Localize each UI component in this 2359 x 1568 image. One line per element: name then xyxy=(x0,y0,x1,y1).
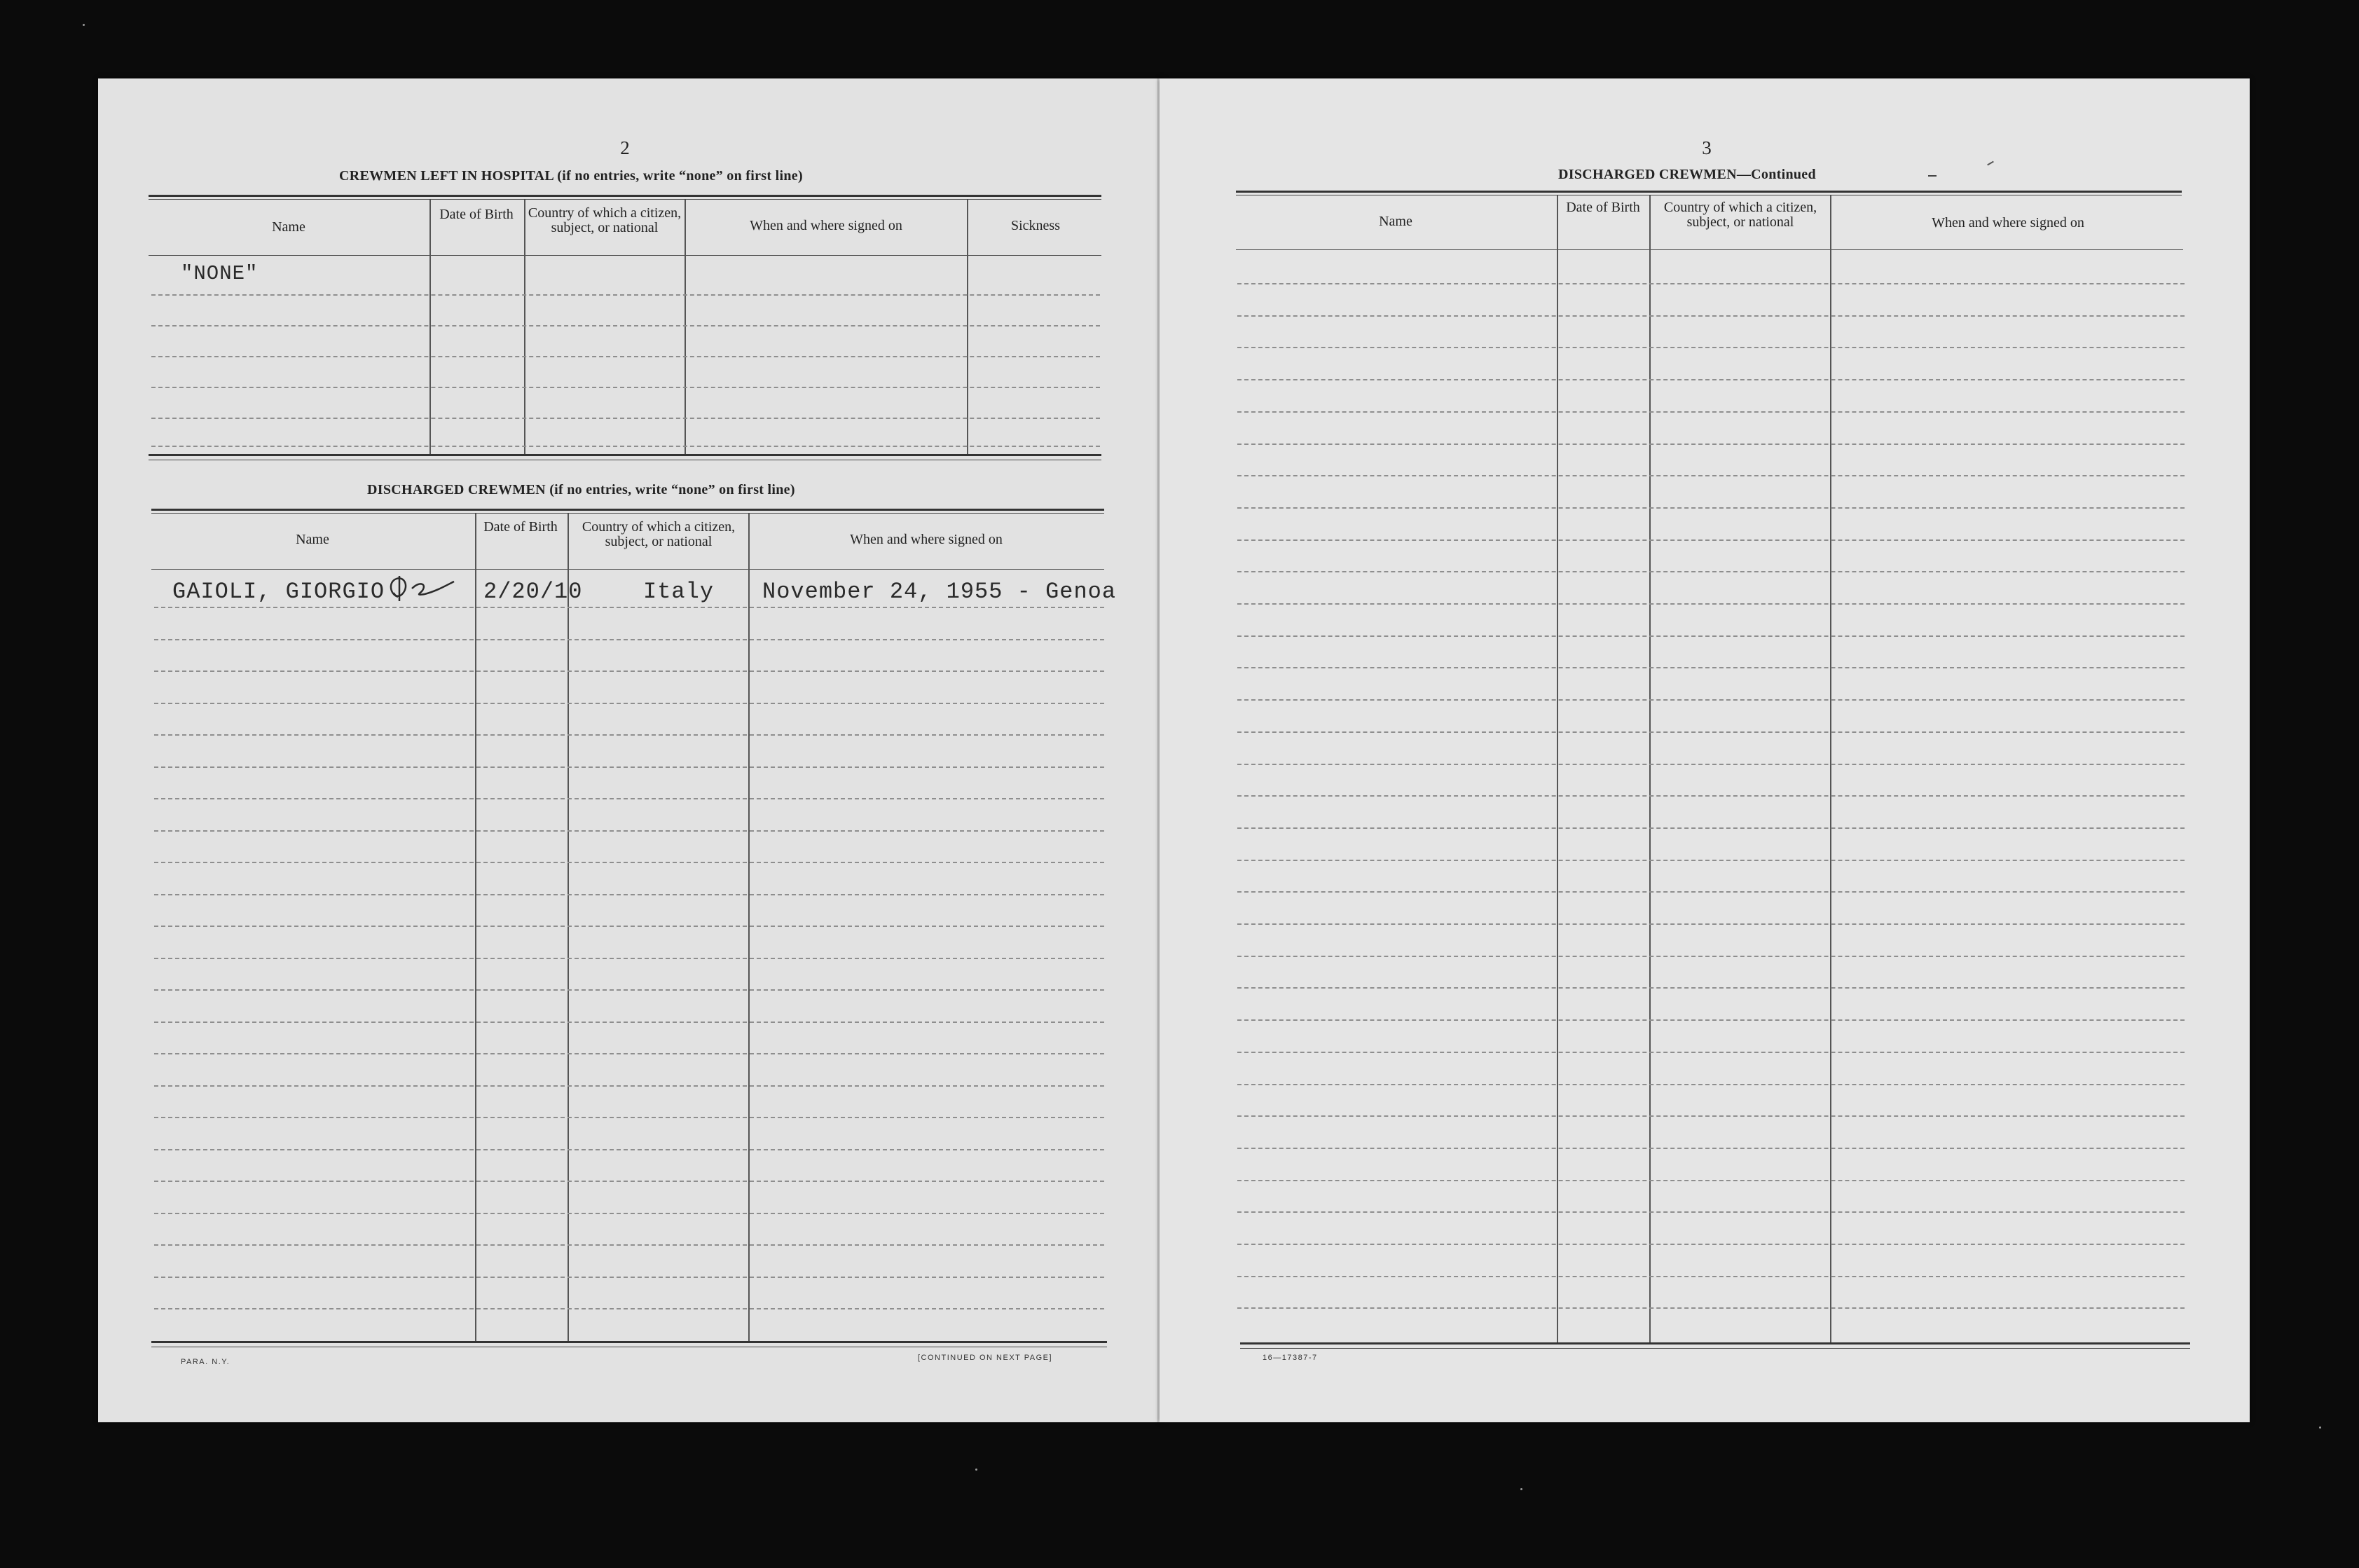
row-line xyxy=(1237,699,2185,701)
right-col-divider xyxy=(1830,195,1831,1342)
row-line xyxy=(154,766,1104,768)
row-line xyxy=(154,1277,1104,1278)
discharged-entry-country: Italy xyxy=(643,579,715,605)
row-line xyxy=(154,670,1104,672)
stray-mark xyxy=(1928,175,1937,177)
hospital-header-dob: Date of Birth xyxy=(439,207,514,222)
right-header-name: Name xyxy=(1379,214,1412,229)
row-line xyxy=(1237,1115,2185,1117)
discharged-top-rule xyxy=(151,509,1104,511)
row-line xyxy=(1237,1180,2185,1181)
row-line xyxy=(154,1022,1104,1023)
right-header-signed-on: When and where signed on xyxy=(1932,215,2084,231)
right-header-bottom-rule xyxy=(1236,249,2183,250)
right-col-divider xyxy=(1557,195,1558,1342)
row-line xyxy=(1237,1307,2185,1309)
scan-speck xyxy=(975,1469,977,1471)
discharged-bottom-rule xyxy=(151,1341,1107,1343)
row-line xyxy=(1237,667,2185,668)
discharged-top-rule-inner xyxy=(151,513,1104,514)
right-bottom-rule-inner xyxy=(1240,1348,2190,1349)
row-line xyxy=(154,1181,1104,1182)
discharged-entry-name: GAIOLI, GIORGIO xyxy=(172,579,385,605)
left-page-number: 2 xyxy=(620,137,630,158)
discharged-header-country: Country of which a citizen, subject, or national xyxy=(582,519,736,549)
hospital-header-sickness: Sickness xyxy=(1011,218,1060,233)
right-top-rule xyxy=(1236,191,2182,193)
right-col-divider xyxy=(1649,195,1651,1342)
hospital-col-divider xyxy=(429,200,431,454)
discharged-col-divider xyxy=(568,514,569,1341)
row-line xyxy=(1237,1211,2185,1213)
right-page-number: 3 xyxy=(1702,137,1712,158)
hospital-header-bottom-rule xyxy=(149,255,1101,256)
hospital-col-divider xyxy=(524,200,525,454)
hospital-entry-name: "NONE" xyxy=(181,262,259,285)
row-line xyxy=(1237,891,2185,893)
row-line xyxy=(1237,283,2185,284)
row-line xyxy=(1237,923,2185,925)
row-line xyxy=(1237,1276,2185,1277)
hospital-title-text: CREWMEN LEFT IN HOSPITAL xyxy=(339,168,553,184)
row-line xyxy=(1237,379,2185,380)
row-line xyxy=(154,1213,1104,1214)
scan-speck xyxy=(1520,1488,1522,1490)
row-line xyxy=(154,989,1104,991)
hospital-col-divider xyxy=(685,200,686,454)
discharged-header-dob: Date of Birth xyxy=(483,519,558,535)
row-line xyxy=(154,1117,1104,1118)
hospital-col-divider xyxy=(967,200,968,454)
hospital-section-title xyxy=(339,168,803,184)
hospital-header-country: Country of which a citizen, subject, or national xyxy=(528,205,682,235)
row-line xyxy=(1237,475,2185,476)
hospital-row-line xyxy=(151,446,1100,447)
row-line xyxy=(154,1244,1104,1246)
discharged-header-bottom-rule xyxy=(151,569,1104,570)
row-line xyxy=(154,862,1104,863)
discharged-section-title xyxy=(367,482,795,498)
row-line xyxy=(1237,507,2185,509)
hospital-row-line xyxy=(151,356,1100,357)
row-line xyxy=(154,830,1104,832)
hospital-header-name: Name xyxy=(272,219,305,235)
row-line xyxy=(1237,1019,2185,1021)
row-line xyxy=(154,703,1104,704)
row-line xyxy=(154,798,1104,799)
left-footer-continued: [CONTINUED ON NEXT PAGE] xyxy=(918,1354,1053,1362)
row-line xyxy=(154,734,1104,736)
row-line xyxy=(1237,827,2185,829)
hospital-top-rule xyxy=(149,195,1101,197)
row-line xyxy=(154,639,1104,640)
right-page xyxy=(1160,78,2250,1422)
right-section-title: DISCHARGED CREWMEN—Continued xyxy=(1558,167,1816,182)
row-line xyxy=(1237,315,2185,317)
hospital-row-line xyxy=(151,387,1100,388)
row-line xyxy=(1237,1084,2185,1085)
hospital-title-note: (if no entries, write “none” on first line) xyxy=(557,168,803,184)
row-line xyxy=(154,1085,1104,1087)
row-line xyxy=(154,894,1104,895)
row-line xyxy=(154,926,1104,927)
scan-speck xyxy=(83,24,85,26)
right-header-dob: Date of Birth xyxy=(1566,200,1640,215)
row-line xyxy=(1237,764,2185,765)
discharged-title-text: DISCHARGED CREWMEN xyxy=(367,482,546,497)
discharged-header-signed-on: When and where signed on xyxy=(850,532,1003,547)
scan-speck xyxy=(2319,1426,2321,1429)
hospital-row-line xyxy=(151,294,1100,296)
row-line xyxy=(154,1053,1104,1054)
right-bottom-rule xyxy=(1240,1342,2190,1345)
discharged-header-name: Name xyxy=(296,532,329,547)
right-header-country: Country of which a citizen, subject, or national xyxy=(1663,200,1817,230)
right-footer-form-number: 16—17387-7 xyxy=(1263,1354,1318,1362)
row-line xyxy=(1237,1052,2185,1053)
row-line xyxy=(1237,347,2185,348)
row-line xyxy=(1237,860,2185,861)
row-line xyxy=(1237,987,2185,989)
discharged-col-divider xyxy=(475,514,476,1341)
discharged-entry-signed-on: November 24, 1955 - Genoa xyxy=(762,579,1117,605)
hospital-row-line xyxy=(151,325,1100,326)
row-line xyxy=(1237,571,2185,572)
row-line xyxy=(1237,635,2185,637)
discharged-col-divider xyxy=(748,514,750,1341)
row-line xyxy=(154,958,1104,959)
discharged-entry-dob: 2/20/10 xyxy=(483,579,583,605)
row-line xyxy=(1237,411,2185,413)
hospital-header-signed-on: When and where signed on xyxy=(750,218,902,233)
row-line xyxy=(1237,1244,2185,1245)
row-line xyxy=(1237,603,2185,605)
row-line xyxy=(154,1149,1104,1150)
row-line xyxy=(1237,956,2185,957)
handwritten-annotation xyxy=(384,573,461,605)
hospital-top-rule-inner xyxy=(149,199,1101,200)
left-footer-printer: PARA. N.Y. xyxy=(181,1358,231,1366)
row-line xyxy=(154,1308,1104,1309)
row-line xyxy=(1237,731,2185,733)
row-line xyxy=(1237,1148,2185,1149)
row-line xyxy=(154,607,1104,608)
row-line xyxy=(1237,539,2185,541)
discharged-title-note: (if no entries, write “none” on first line) xyxy=(549,482,795,497)
row-line xyxy=(1237,443,2185,445)
hospital-bottom-rule xyxy=(149,454,1101,456)
hospital-row-line xyxy=(151,418,1100,419)
row-line xyxy=(1237,795,2185,797)
